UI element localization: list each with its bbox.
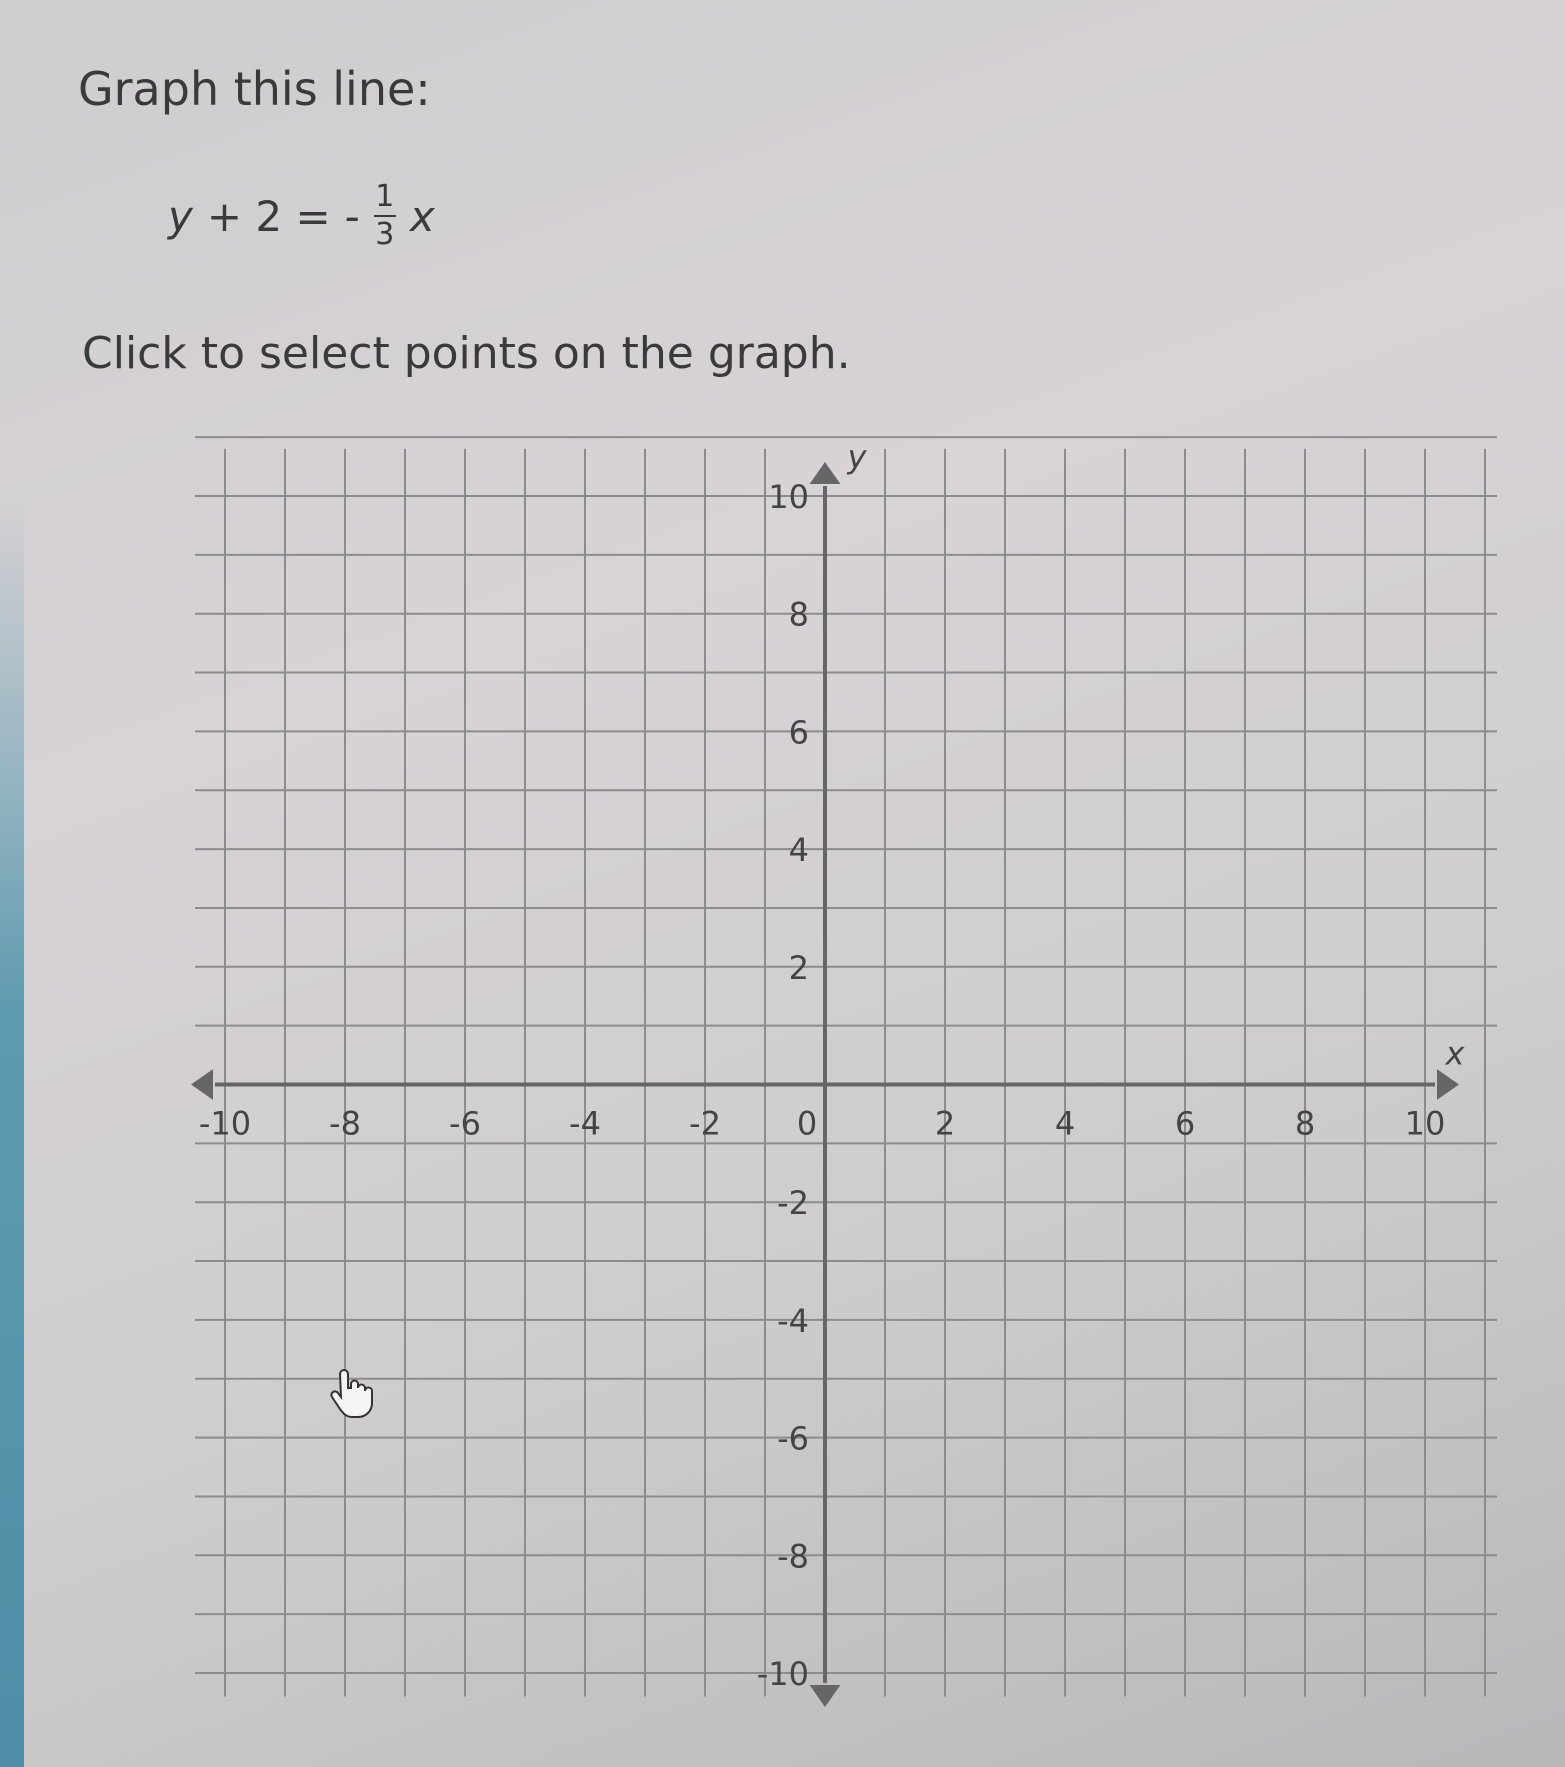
y-tick-label: 2 [788, 948, 809, 987]
y-tick-label: -8 [777, 1537, 809, 1576]
x-tick-label: 6 [1174, 1104, 1196, 1143]
y-axis-label: y [847, 438, 867, 476]
y-tick-label: -6 [777, 1419, 809, 1458]
x-tick-label: 0 [796, 1104, 818, 1143]
x-tick-label: 4 [1054, 1104, 1076, 1143]
equation-x: x [409, 191, 435, 241]
x-tick-label: 2 [934, 1104, 956, 1143]
y-tick-label: 8 [788, 595, 809, 634]
equation-lhs: + 2 = [206, 191, 331, 241]
x-tick-label: 8 [1294, 1104, 1316, 1143]
x-tick-label: -2 [689, 1104, 721, 1143]
y-tick-label: 4 [788, 831, 809, 870]
x-tick-label: -6 [449, 1104, 481, 1143]
hand-pointer-icon [331, 1370, 372, 1417]
y-axis-arrow-down [810, 1685, 841, 1707]
y-tick-label: -2 [777, 1184, 809, 1223]
y-axis-arrow-up [810, 462, 841, 484]
x-tick-label: -10 [198, 1104, 252, 1143]
question-title: Graph this line: [78, 62, 431, 116]
y-tick-label: -10 [756, 1655, 809, 1693]
x-axis-arrow-right [1437, 1069, 1459, 1100]
x-axis-label: x [1445, 1034, 1465, 1073]
equation-y: y [168, 191, 193, 241]
x-axis-arrow-left [191, 1069, 213, 1100]
x-tick-label: 10 [1404, 1104, 1446, 1143]
equation-sign: - [344, 191, 360, 241]
denominator: 3 [375, 217, 395, 252]
y-tick-label: -4 [777, 1301, 809, 1340]
x-tick-label: -8 [329, 1104, 361, 1143]
y-tick-label: 6 [788, 713, 809, 752]
x-tick-label: -4 [569, 1104, 601, 1143]
instruction: Click to select points on the graph. [82, 328, 851, 379]
y-tick-label: 10 [768, 478, 809, 516]
numerator: 1 [375, 179, 395, 214]
